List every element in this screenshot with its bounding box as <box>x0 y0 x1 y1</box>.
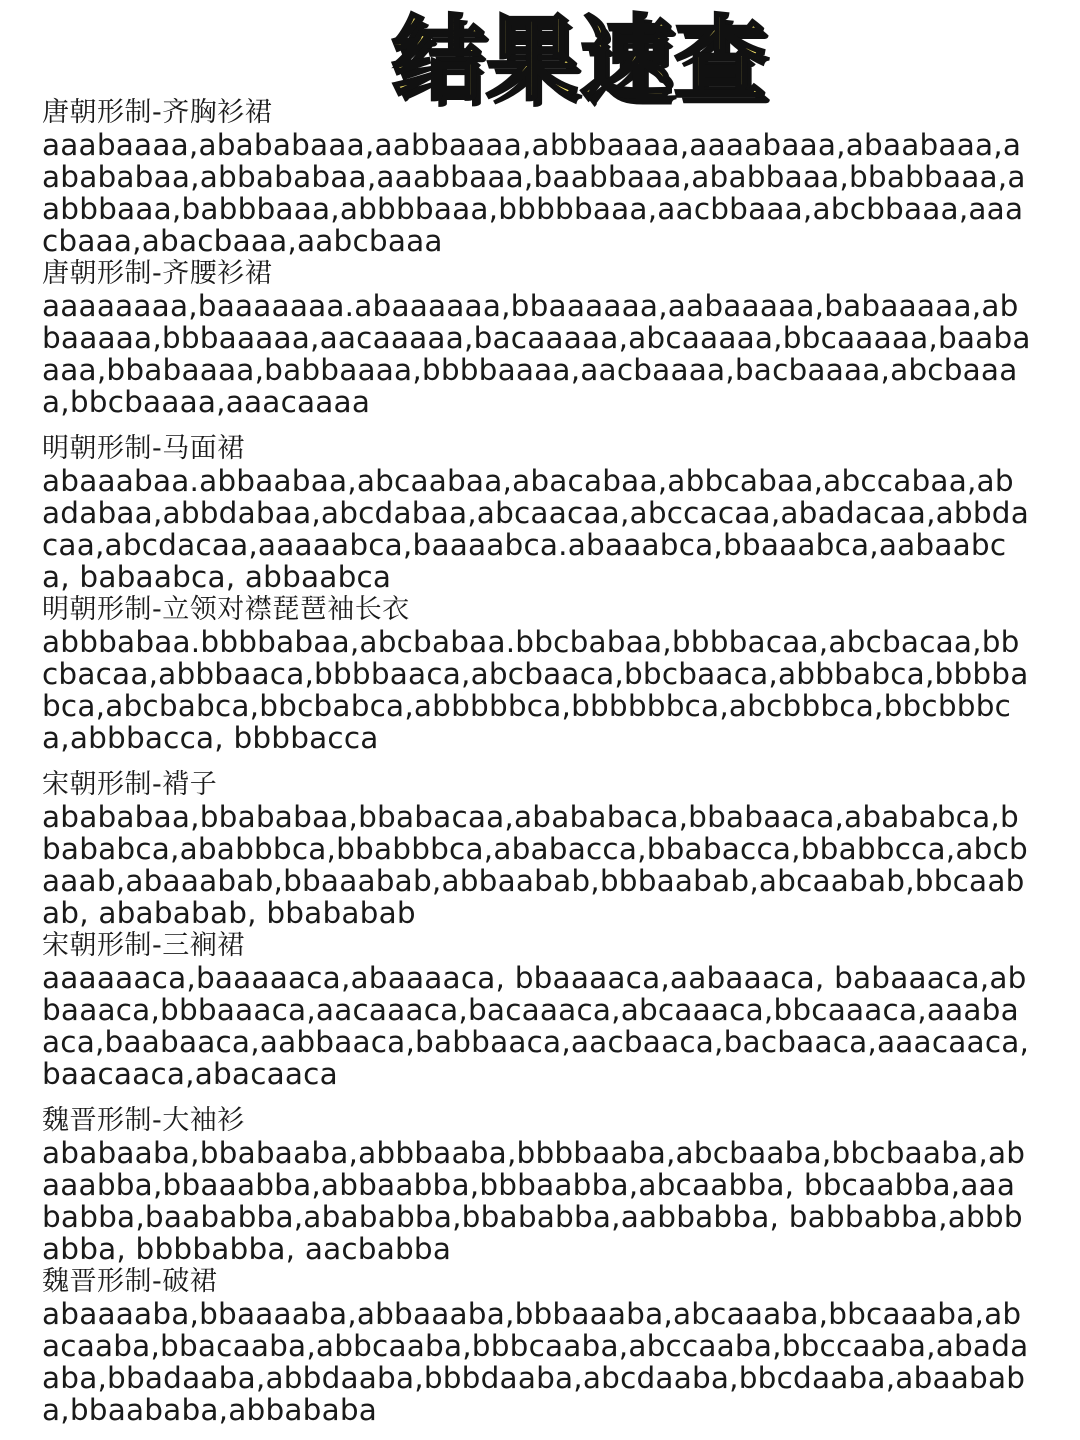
section-ming-liling <box>42 593 1032 754</box>
section-song-beizi <box>42 768 1032 929</box>
section-weijin-daxiushan <box>42 1104 1032 1265</box>
section-codes: abababaa,bbababaa,bbabacaa,abababaca,bbabaaca,abababca,bbababca,ababbbca,bbabbbca,ababacca,bbabacca,bbabbcca,abcbaaab,abaaabab,bbaaabab,abbaabab,bbbaabab,abcaabab,bbcaabab, abababab, bbababab <box>42 800 1028 930</box>
section-codes: abbbabaa.bbbbabaa,abcbabaa.bbcbabaa,bbbbacaa,abcbacaa,bbcbacaa,abbbaaca,bbbbaaca,abcbaaca,bbcbaaca,abbbabca,bbbbabca,abcbabca,bbcbabca,abbbbbca,bbbbbbca,abcbbbca,bbcbbbca,abbbacca, bbbbacca <box>42 625 1029 755</box>
section-heading: 宋朝形制-三裥裙 <box>42 930 245 961</box>
result-list <box>42 96 1032 1426</box>
section-song-sanjianqun <box>42 929 1032 1090</box>
section-heading: 唐朝形制-齐胸衫裙 <box>42 97 273 128</box>
section-heading: 魏晋形制-大袖衫 <box>42 1105 245 1136</box>
section-codes: ababaaba,bbabaaba,abbbaaba,bbbbaaba,abcbaaba,bbcbaaba,abaaabba,bbaaabba,abbaabba,bbbaabba,abcaabba, bbcaabba,aaababba,baababba,abababba,bbababba,aabbabba, babbabba,abbbabba, bbbbabba, aacbabba <box>42 1136 1026 1266</box>
section-codes: aaaaaaaa,baaaaaaa.abaaaaaa,bbaaaaaa,aabaaaaa,babaaaaa,abbaaaaa,bbbaaaaa,aacaaaaa,bacaaaaa,abcaaaaa,bbcaaaaa,baabaaaa,bbabaaaa,babbaaaa,bbbbaaaa,aacbaaaa,bacbaaaa,abcbaaaa,bbcbaaaa,aaacaaaa <box>42 289 1031 419</box>
section-codes: aaaaaaca,baaaaaca,abaaaaca, bbaaaaca,aabaaaca, babaaaca,abbaaaca,bbbaaaca,aacaaaca,bacaaaca,abcaaaca,bbcaaaca,aaabaaca,baabaaca,aabbaaca,babbaaca,aacbaaca,bacbaaca,aaacaaca,baacaaca,abacaaca <box>42 961 1030 1091</box>
section-heading: 明朝形制-马面裙 <box>42 433 245 464</box>
section-weijin-poqun <box>42 1265 1032 1426</box>
section-heading: 唐朝形制-齐腰衫裙 <box>42 258 273 289</box>
section-heading: 明朝形制-立领对襟琵琶袖长衣 <box>42 594 410 625</box>
section-ming-mamianqun <box>42 432 1032 593</box>
section-codes: aaabaaaa,abababaaa,aabbaaaa,abbbaaaa,aaaabaaa,abaabaaa,aabababaa,abbababaa,aaabbaaa,baabbaaa,ababbaaa,bbabbaaa,aabbbaaa,babbbaaa,abbbbaaa,bbbbbaaa,aacbbaaa,abcbbaaa,aaacbaaa,abacbaaa,aabcbaaa <box>42 128 1026 258</box>
section-codes: abaaabaa.abbaabaa,abcaabaa,abacabaa,abbcabaa,abccabaa,abadabaa,abbdabaa,abcdabaa,abcaacaa,abccacaa,abadacaa,abbdacaa,abcdacaa,aaaaabca,baaaabca.abaaabca,bbaaabca,aabaabca, babaabca, abbaabca <box>42 464 1029 594</box>
section-heading: 宋朝形制-褙子 <box>42 769 218 800</box>
section-tang-qixiong <box>42 96 1032 257</box>
section-codes: abaaaaba,bbaaaaba,abbaaaba,bbbaaaba,abcaaaba,bbcaaaba,abacaaba,bbacaaba,abbcaaba,bbbcaaba,abccaaba,bbccaaba,abadaaba,bbadaaba,abbdaaba,bbbdaaba,abcdaaba,bbcdaaba,abaababa,bbaababa,abbababa <box>42 1297 1029 1427</box>
section-heading: 魏晋形制-破裙 <box>42 1266 218 1297</box>
page-title: 结果速查 <box>391 6 768 113</box>
section-tang-qiyao <box>42 257 1032 418</box>
